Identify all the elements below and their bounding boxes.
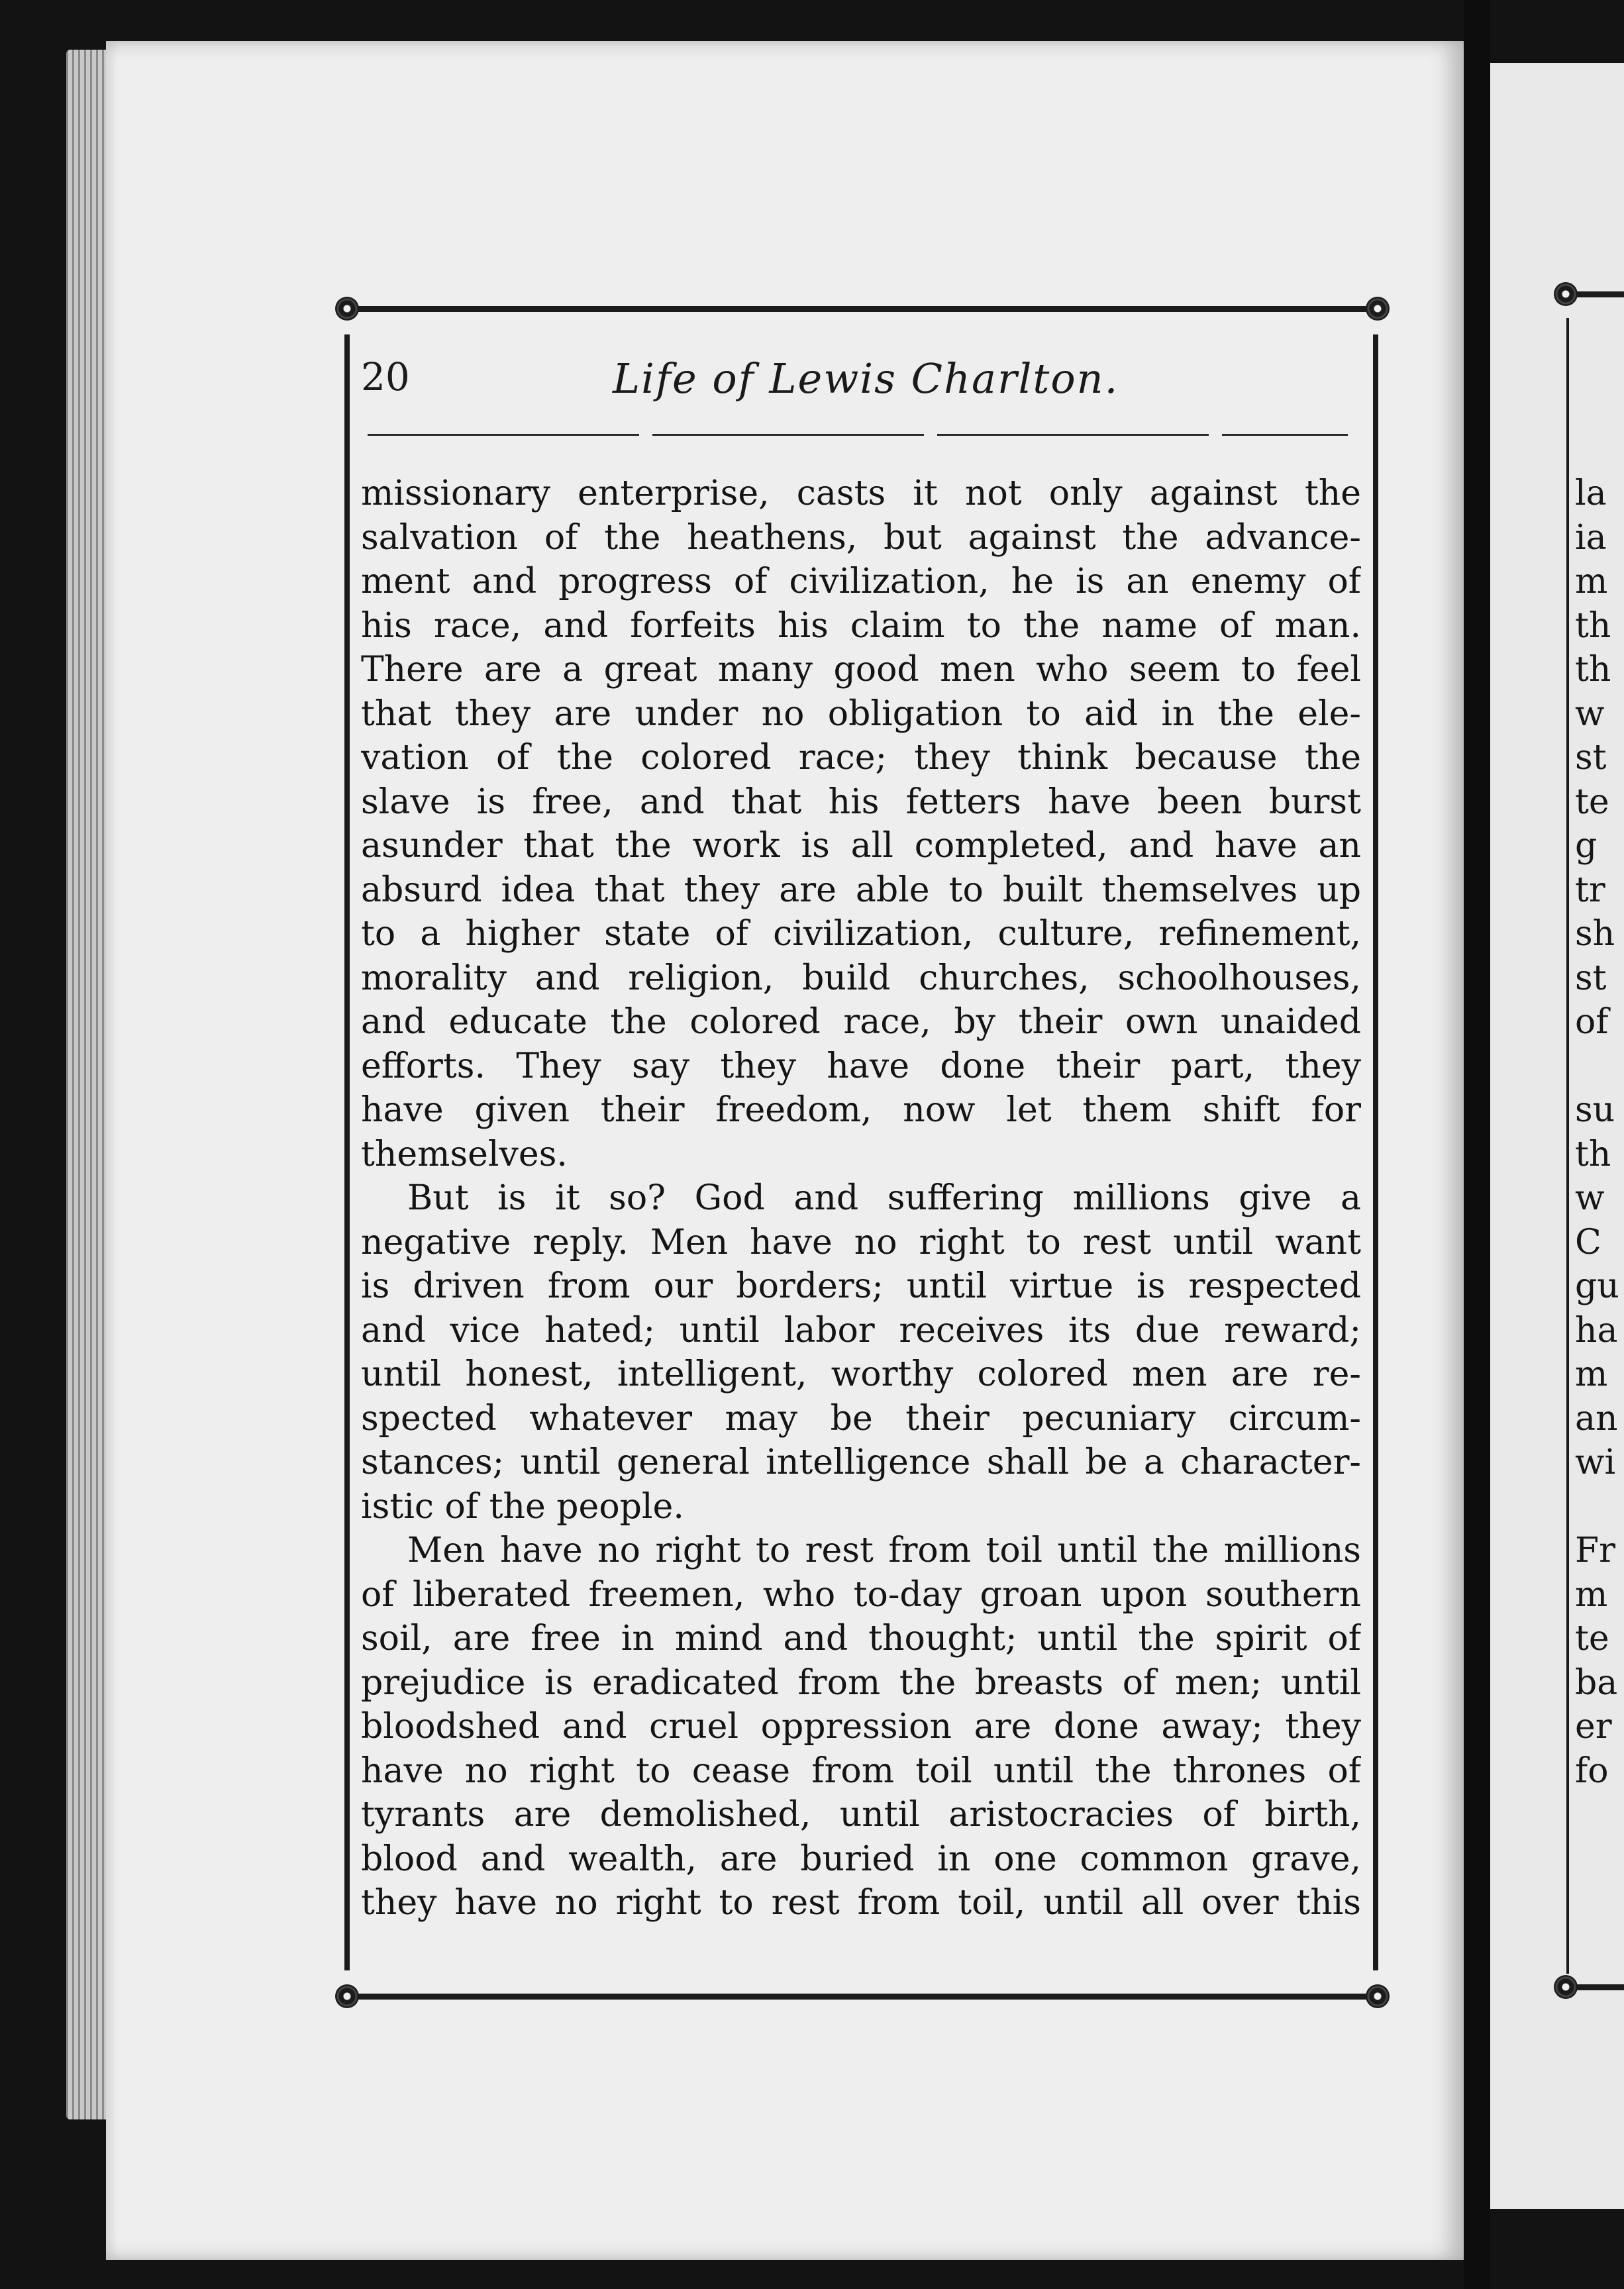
text-line: and educate the colored race, by their own unaided bbox=[361, 1002, 1361, 1042]
text-line: tyrants are demolished, until aristocracies of birth, bbox=[361, 1795, 1361, 1835]
running-head: Life of Lewis Charlton. bbox=[613, 354, 1119, 403]
text-line: of liberated freemen, who to-day groan upon southern bbox=[361, 1574, 1361, 1615]
facing-line-fragment: er bbox=[1575, 1707, 1612, 1747]
text-line: blood and wealth, are buried in one common grave, bbox=[361, 1839, 1361, 1879]
text-line: soil, are free in mind and thought; until the spirit of bbox=[361, 1619, 1361, 1658]
facing-line-fragment: ba bbox=[1575, 1662, 1618, 1703]
facing-line-fragment: te bbox=[1575, 1619, 1609, 1658]
text-line: have given their freedom, now let them shift for bbox=[361, 1090, 1361, 1130]
text-line: his race, and forfeits his claim to the name of man. bbox=[361, 605, 1361, 646]
page-number: 20 bbox=[361, 354, 410, 399]
facing-page-text bbox=[1575, 472, 1619, 1793]
paragraph bbox=[361, 1176, 1361, 1529]
facing-line-fragment: m bbox=[1575, 1354, 1608, 1394]
body-text bbox=[361, 472, 1361, 1925]
facing-line-fragment bbox=[1575, 1485, 1619, 1529]
frame-bottom-rule bbox=[348, 1994, 1384, 2000]
facing-line-fragment: Fr bbox=[1575, 1531, 1615, 1570]
facing-line-fragment: wi bbox=[1575, 1443, 1616, 1482]
text-line: and vice hated; until labor receives its due reward; bbox=[361, 1310, 1361, 1350]
text-line: spected whatever may be their pecuniary circum- bbox=[361, 1398, 1361, 1439]
book-gutter bbox=[1464, 0, 1490, 2289]
text-line: themselves. bbox=[361, 1134, 568, 1174]
text-line: Men have no right to rest from toil until the millions bbox=[407, 1531, 1361, 1570]
facing-line-fragment: w bbox=[1575, 1178, 1605, 1218]
text-line: negative reply. Men have no right to rest until want bbox=[361, 1222, 1361, 1262]
text-line: missionary enterprise, casts it not only against the bbox=[361, 474, 1361, 513]
frame-right-rule bbox=[1373, 334, 1378, 1970]
facing-line-fragment: w bbox=[1575, 693, 1605, 734]
text-line: prejudice is eradicated from the breasts of men; until bbox=[361, 1662, 1361, 1703]
facing-frame-corner-ornament bbox=[1554, 1975, 1578, 1999]
facing-frame-left-rule bbox=[1566, 318, 1569, 1974]
text-line: absurd idea that they are able to built themselves up bbox=[361, 870, 1361, 910]
text-line: ment and progress of civilization, he is an enemy of bbox=[361, 562, 1361, 601]
facing-line-fragment: m bbox=[1575, 1574, 1608, 1615]
facing-line-fragment: ia bbox=[1575, 517, 1607, 558]
text-line: bloodshed and cruel oppression are done away; they bbox=[361, 1707, 1361, 1747]
facing-line-fragment: su bbox=[1575, 1090, 1615, 1130]
frame-corner-ornament bbox=[1366, 1984, 1390, 2008]
facing-line-fragment: th bbox=[1575, 650, 1611, 689]
frame-corner-ornament bbox=[1366, 297, 1390, 321]
text-line: that they are under no obligation to aid in the ele- bbox=[361, 693, 1361, 734]
facing-line-fragment: st bbox=[1575, 958, 1607, 998]
facing-line-fragment: te bbox=[1575, 782, 1609, 822]
facing-line-fragment: m bbox=[1575, 562, 1608, 601]
facing-line-fragment: fo bbox=[1575, 1751, 1609, 1791]
page-edges bbox=[66, 50, 106, 2119]
facing-line-fragment: th bbox=[1575, 605, 1611, 646]
facing-line-fragment: g bbox=[1575, 826, 1598, 866]
text-line: asunder that the work is all completed, and have an bbox=[361, 826, 1361, 866]
paragraph bbox=[361, 1529, 1361, 1925]
facing-line-fragment: ha bbox=[1575, 1310, 1618, 1350]
facing-line-fragment: la bbox=[1575, 474, 1607, 513]
facing-line-fragment: st bbox=[1575, 738, 1607, 778]
text-line: morality and religion, build churches, schoolhouses, bbox=[361, 958, 1361, 998]
facing-line-fragment: sh bbox=[1575, 914, 1615, 954]
text-line: istic of the people. bbox=[361, 1486, 684, 1527]
text-line: vation of the colored race; they think because the bbox=[361, 738, 1361, 778]
facing-line-fragment: th bbox=[1575, 1134, 1611, 1174]
text-line: But is it so? God and suffering millions give a bbox=[407, 1178, 1361, 1218]
text-line: until honest, intelligent, worthy colored men are re- bbox=[361, 1354, 1361, 1394]
facing-line-fragment: of bbox=[1575, 1002, 1609, 1042]
text-line: have no right to cease from toil until the thrones of bbox=[361, 1751, 1361, 1791]
text-line: There are a great many good men who seem to feel bbox=[361, 650, 1361, 689]
text-line: salvation of the heathens, but against the advance- bbox=[361, 517, 1361, 558]
text-line: they have no right to rest from toil, until all over this bbox=[361, 1883, 1361, 1923]
text-line: to a higher state of civilization, culture, refinement, bbox=[361, 914, 1361, 954]
frame-top-rule bbox=[348, 306, 1384, 312]
facing-line-fragment: gu bbox=[1575, 1266, 1619, 1306]
frame-corner-ornament bbox=[335, 1984, 359, 2008]
frame-corner-ornament bbox=[335, 297, 359, 321]
facing-line-fragment: tr bbox=[1575, 870, 1605, 910]
text-line: efforts. They say they have done their part, they bbox=[361, 1046, 1361, 1086]
facing-line-fragment bbox=[1575, 1044, 1619, 1089]
facing-line-fragment: C bbox=[1575, 1222, 1601, 1262]
facing-line-fragment: an bbox=[1575, 1398, 1618, 1439]
frame-left-rule bbox=[344, 334, 350, 1970]
text-line: stances; until general intelligence shall be a character- bbox=[361, 1443, 1361, 1482]
facing-frame-corner-ornament bbox=[1554, 282, 1578, 306]
text-line: slave is free, and that his fetters have been burst bbox=[361, 782, 1361, 822]
page-header bbox=[361, 354, 1378, 407]
text-line: is driven from our borders; until virtue is respected bbox=[361, 1266, 1361, 1306]
header-rule bbox=[368, 434, 1348, 436]
paragraph bbox=[361, 472, 1361, 1176]
